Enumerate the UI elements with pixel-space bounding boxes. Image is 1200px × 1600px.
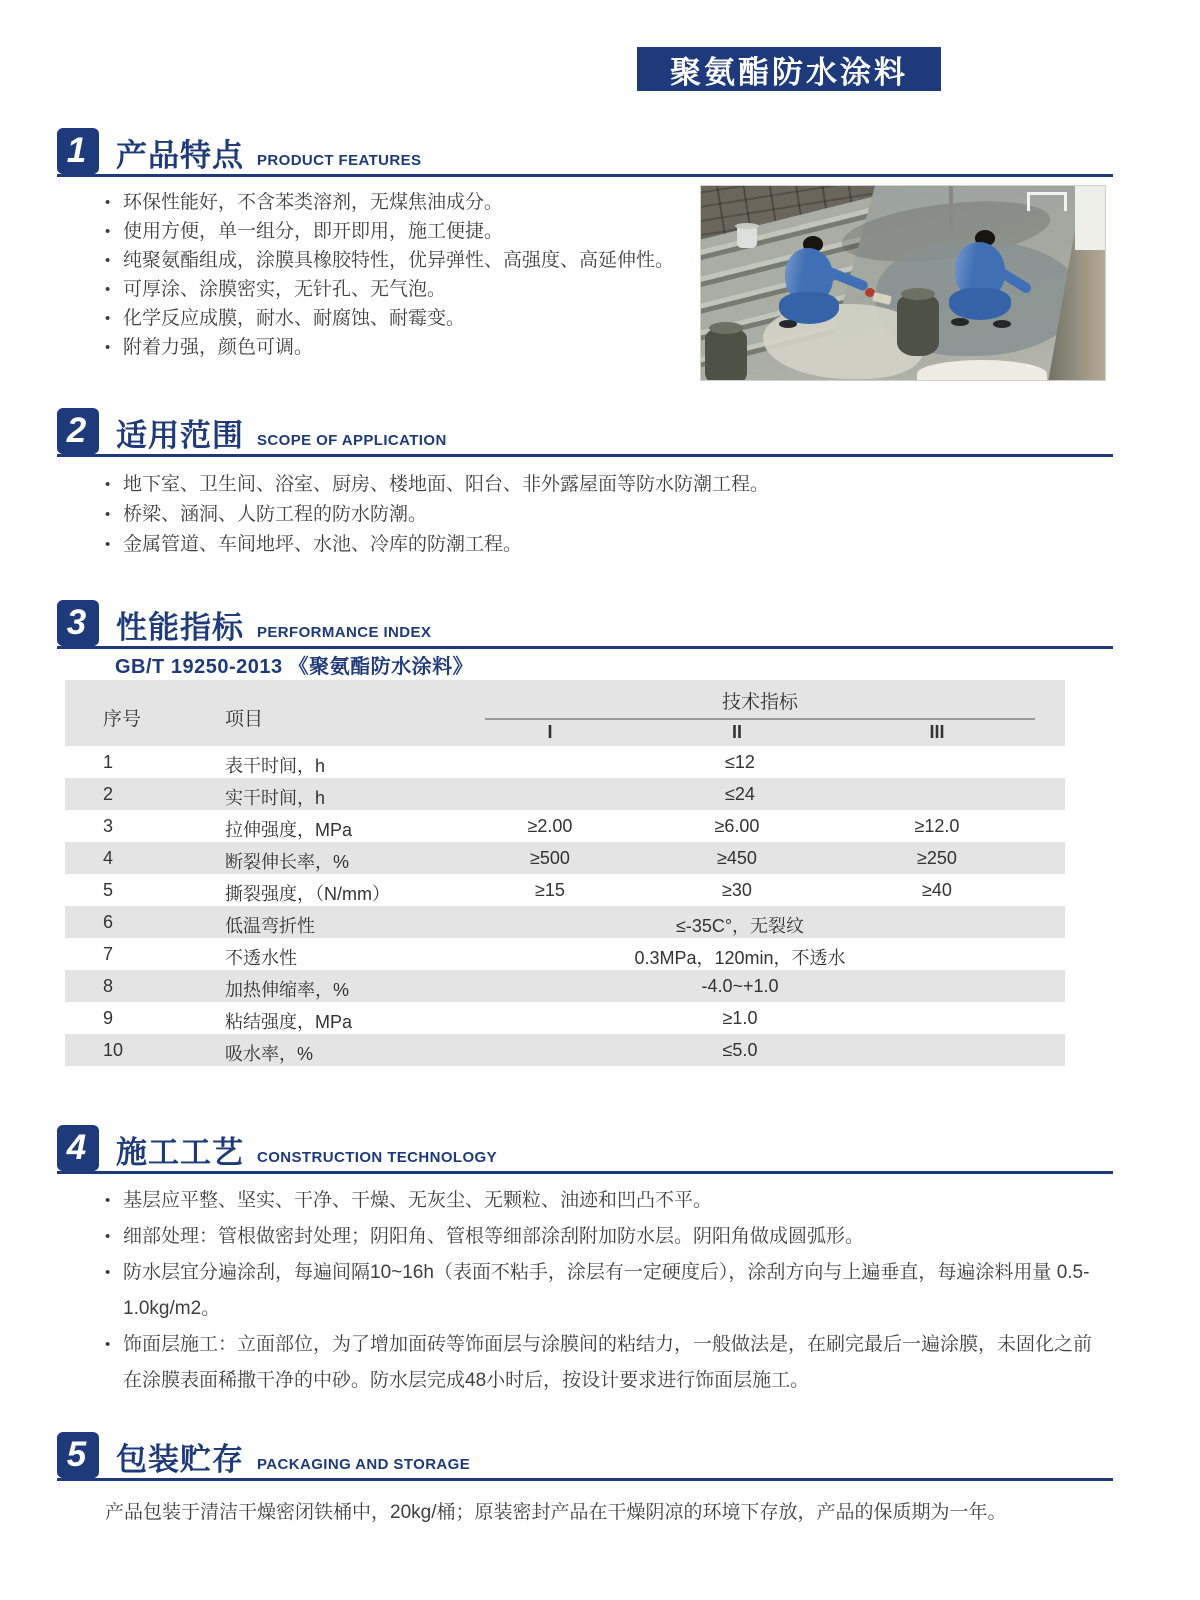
row-item: 低温弯折性 — [225, 916, 315, 936]
barrel — [897, 294, 939, 356]
standard-reference: GB/T 19250-2013 《聚氨酯防水涂料》 — [115, 656, 474, 678]
section-1-header — [57, 126, 1113, 177]
table-row — [65, 842, 1065, 874]
row-value-1: ≥15 — [535, 880, 565, 900]
row-item: 吸水率，% — [225, 1044, 314, 1064]
section-1-subtitle: PRODUCT FEATURES — [257, 152, 422, 169]
col-header-item: 项目 — [225, 709, 264, 730]
section-3-header — [57, 598, 1113, 649]
row-number: 7 — [103, 944, 114, 964]
page-title: 聚氨酯防水涂料 — [637, 47, 941, 91]
table-row — [65, 1034, 1065, 1066]
row-item: 表干时间，h — [225, 756, 326, 776]
row-number: 6 — [103, 912, 114, 932]
row-number: 3 — [103, 816, 114, 836]
row-value-3: ≥250 — [917, 848, 957, 868]
row-item: 实干时间，h — [225, 788, 326, 808]
list-item: • 化学反应成膜，耐水、耐腐蚀、耐霉变。 — [103, 304, 723, 333]
row-value-1: ≥500 — [530, 848, 570, 868]
section-4-subtitle: CONSTRUCTION TECHNOLOGY — [257, 1149, 498, 1166]
section-3-subtitle: PERFORMANCE INDEX — [257, 624, 432, 641]
row-number: 1 — [103, 752, 114, 772]
list-item: • 使用方便，单一组分，即开即用，施工便捷。 — [103, 217, 723, 246]
section-2-number: 2 — [57, 408, 99, 454]
row-number: 4 — [103, 848, 114, 868]
row-value-span: ≤5.0 — [722, 1040, 758, 1060]
row-item: 不透水性 — [225, 948, 297, 968]
pole — [949, 186, 953, 230]
list-item: • 基层应平整、坚实、干净、干燥、无灰尘、无颗粒、油迹和凹凸不平。 — [103, 1183, 1110, 1219]
table-row — [65, 778, 1065, 810]
railing — [1027, 192, 1067, 211]
list-item: • 地下室、卫生间、浴室、厨房、楼地面、阳台、非外露屋面等防水防潮工程。 — [103, 470, 903, 500]
list-item: • 桥梁、涵洞、人防工程的防水防潮。 — [103, 500, 903, 530]
row-number: 2 — [103, 784, 114, 804]
white-edge — [917, 360, 1047, 381]
row-value-1: ≥2.00 — [527, 816, 573, 836]
section-4-header — [57, 1123, 1113, 1174]
row-number: 9 — [103, 1008, 114, 1028]
row-value-2: ≥450 — [717, 848, 757, 868]
barrel — [705, 328, 747, 381]
sub-col-header: II — [731, 722, 742, 742]
scope-list — [103, 470, 903, 560]
section-4-number: 4 — [57, 1125, 99, 1171]
row-value-span: 0.3MPa，120min，不透水 — [634, 948, 846, 968]
table-row — [65, 906, 1065, 938]
list-item: • 饰面层施工：立面部位，为了增加面砖等饰面层与涂膜间的粘结力，一般做法是，在刷完最后一遍涂膜，未固化之前在涂膜表面稀撒干净的中砂。防水层完成48小时后，按设计要求进行饰面层施工。 — [103, 1327, 1110, 1399]
sub-col-header: III — [929, 722, 945, 742]
col-header-no: 序号 — [103, 709, 142, 730]
tech-divider-line — [485, 718, 1035, 720]
section-2-header — [57, 406, 1113, 457]
row-item: 断裂伸长率，% — [225, 852, 350, 872]
application-photo — [700, 185, 1106, 381]
table-row — [65, 746, 1065, 778]
tech-sub-columns — [65, 722, 1065, 746]
construction-list — [103, 1183, 1110, 1399]
list-item: • 附着力强，颜色可调。 — [103, 333, 723, 362]
list-item: • 细部处理：管根做密封处理；阴阳角、管根等细部涂刮附加防水层。阴阳角做成圆弧形。 — [103, 1219, 1110, 1255]
row-value-span: ≥1.0 — [722, 1008, 758, 1028]
row-item: 拉伸强度，MPa — [225, 820, 353, 840]
product-features-list — [103, 188, 723, 362]
section-2-subtitle: SCOPE OF APPLICATION — [257, 432, 447, 449]
col-header-tech: 技术指标 — [721, 692, 798, 713]
row-value-2: ≥6.00 — [714, 816, 760, 836]
row-value-span: ≤-35C°，无裂纹 — [675, 916, 805, 936]
packaging-text: 产品包装于清洁干燥密闭铁桶中，20kg/桶；原装密封产品在干燥阴凉的环境下存放，产品的保质期为一年。 — [105, 1502, 1007, 1523]
list-item: • 纯聚氨酯组成，涂膜具橡胶特性，优异弹性、高强度、高延伸性。 — [103, 246, 723, 275]
list-item: • 环保性能好，不含苯类溶剂，无煤焦油成分。 — [103, 188, 723, 217]
table-header — [65, 680, 1065, 746]
row-number: 10 — [103, 1040, 124, 1060]
sub-col-header: I — [547, 722, 553, 742]
white-wall — [1075, 186, 1105, 250]
section-5-subtitle: PACKAGING AND STORAGE — [257, 1456, 471, 1473]
table-row — [65, 938, 1065, 970]
row-value-span: ≤12 — [725, 752, 755, 772]
row-item: 粘结强度，MPa — [225, 1012, 353, 1032]
table-row — [65, 970, 1065, 1002]
section-4-title: 施工工艺 — [116, 1135, 244, 1170]
row-value-span: -4.0~+1.0 — [701, 976, 779, 996]
section-5-header — [57, 1430, 1113, 1481]
table-row — [65, 874, 1065, 906]
row-value-span: ≤24 — [725, 784, 755, 804]
worker-figure — [773, 236, 873, 346]
list-item: • 防水层宜分遍涂刮，每遍间隔10~16h（表面不粘手，涂层有一定硬度后），涂刮方向与上遍垂直，每遍涂料用量 0.5-1.0kg/m2。 — [103, 1255, 1110, 1327]
paint-bucket — [737, 226, 757, 248]
row-item: 撕裂强度，（N/mm） — [225, 884, 390, 904]
table-body — [65, 746, 1065, 1066]
table-row — [65, 1002, 1065, 1034]
row-item: 加热伸缩率，% — [225, 980, 350, 1000]
table-row — [65, 810, 1065, 842]
section-1-title: 产品特点 — [116, 138, 244, 173]
list-item: • 可厚涂、涂膜密实，无针孔、无气泡。 — [103, 275, 723, 304]
section-3-title: 性能指标 — [116, 610, 244, 645]
section-2-title: 适用范围 — [116, 418, 244, 453]
section-5-title: 包装贮存 — [116, 1442, 244, 1477]
section-1-number: 1 — [57, 128, 99, 174]
row-value-2: ≥30 — [722, 880, 752, 900]
list-item: • 金属管道、车间地坪、水池、冷库的防潮工程。 — [103, 530, 903, 560]
performance-table — [65, 680, 1065, 1066]
row-value-3: ≥40 — [922, 880, 952, 900]
section-5-number: 5 — [57, 1432, 99, 1478]
worker-figure — [941, 230, 1036, 335]
section-3-number: 3 — [57, 600, 99, 646]
row-number: 5 — [103, 880, 114, 900]
row-number: 8 — [103, 976, 114, 996]
row-value-3: ≥12.0 — [914, 816, 960, 836]
